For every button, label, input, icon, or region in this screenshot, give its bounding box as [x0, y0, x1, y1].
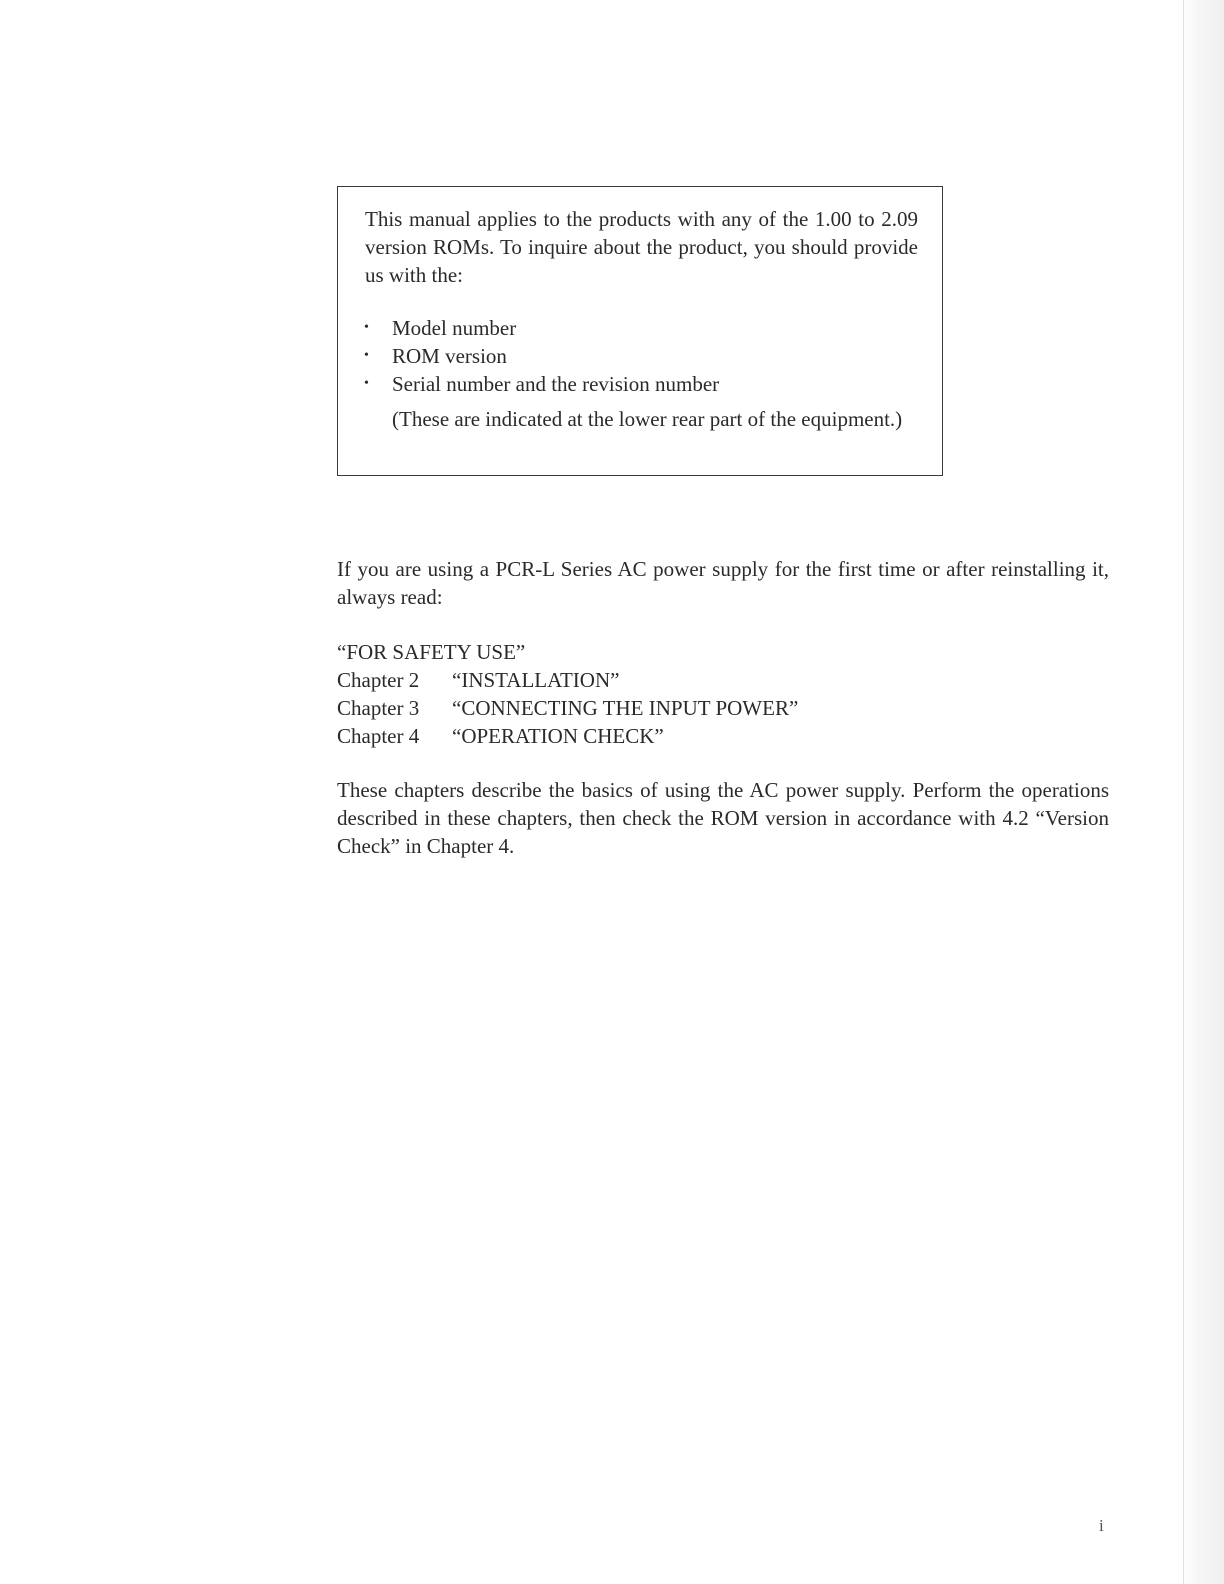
chapter-title: “CONNECTING THE INPUT POWER” — [452, 696, 799, 720]
bullet-icon: • — [364, 320, 369, 335]
bullet-icon: • — [364, 376, 369, 391]
chapter-label: Chapter 4 — [337, 724, 420, 748]
chapter-label: Chapter 3 — [337, 696, 420, 720]
list-item — [364, 342, 924, 370]
notice-intro-text: This manual applies to the products with any of the 1.00 to 2.09 version ROMs. To inquire about the product, you should provide us with the: — [365, 207, 918, 287]
reading-list — [337, 638, 1037, 750]
notice-note-text: (These are indicated at the lower rear part of the equipment.) — [392, 407, 903, 431]
chapter-title: “OPERATION CHECK” — [452, 724, 664, 748]
list-item — [364, 314, 924, 342]
reading-list-safety: “FOR SAFETY USE” — [337, 640, 526, 664]
reading-list-row — [337, 722, 1037, 750]
notice-box — [337, 186, 943, 476]
list-item-label: ROM version — [392, 344, 507, 368]
chapter-title: “INSTALLATION” — [452, 668, 620, 692]
bullet-icon: • — [364, 348, 369, 363]
reading-list-row — [337, 666, 1037, 694]
chapter-label: Chapter 2 — [337, 668, 420, 692]
notice-item-list — [364, 314, 924, 398]
list-item-label: Model number — [392, 316, 517, 340]
outro-paragraph: These chapters describe the basics of using the AC power supply. Perform the operations described in these chapters, then check the ROM version in accordance with 4.2 “Version Check” in Chapter 4. — [337, 778, 1109, 858]
reading-list-row — [337, 694, 1037, 722]
page-number: i — [1099, 1516, 1104, 1535]
list-item — [364, 370, 924, 398]
intro-paragraph: If you are using a PCR-L Series AC power supply for the first time or after reinstalling it, always read: — [337, 557, 1109, 609]
scan-edge-shadow — [1180, 0, 1224, 1584]
scan-edge-line — [1183, 0, 1184, 1584]
list-item-label: Serial number and the revision number — [392, 372, 720, 396]
